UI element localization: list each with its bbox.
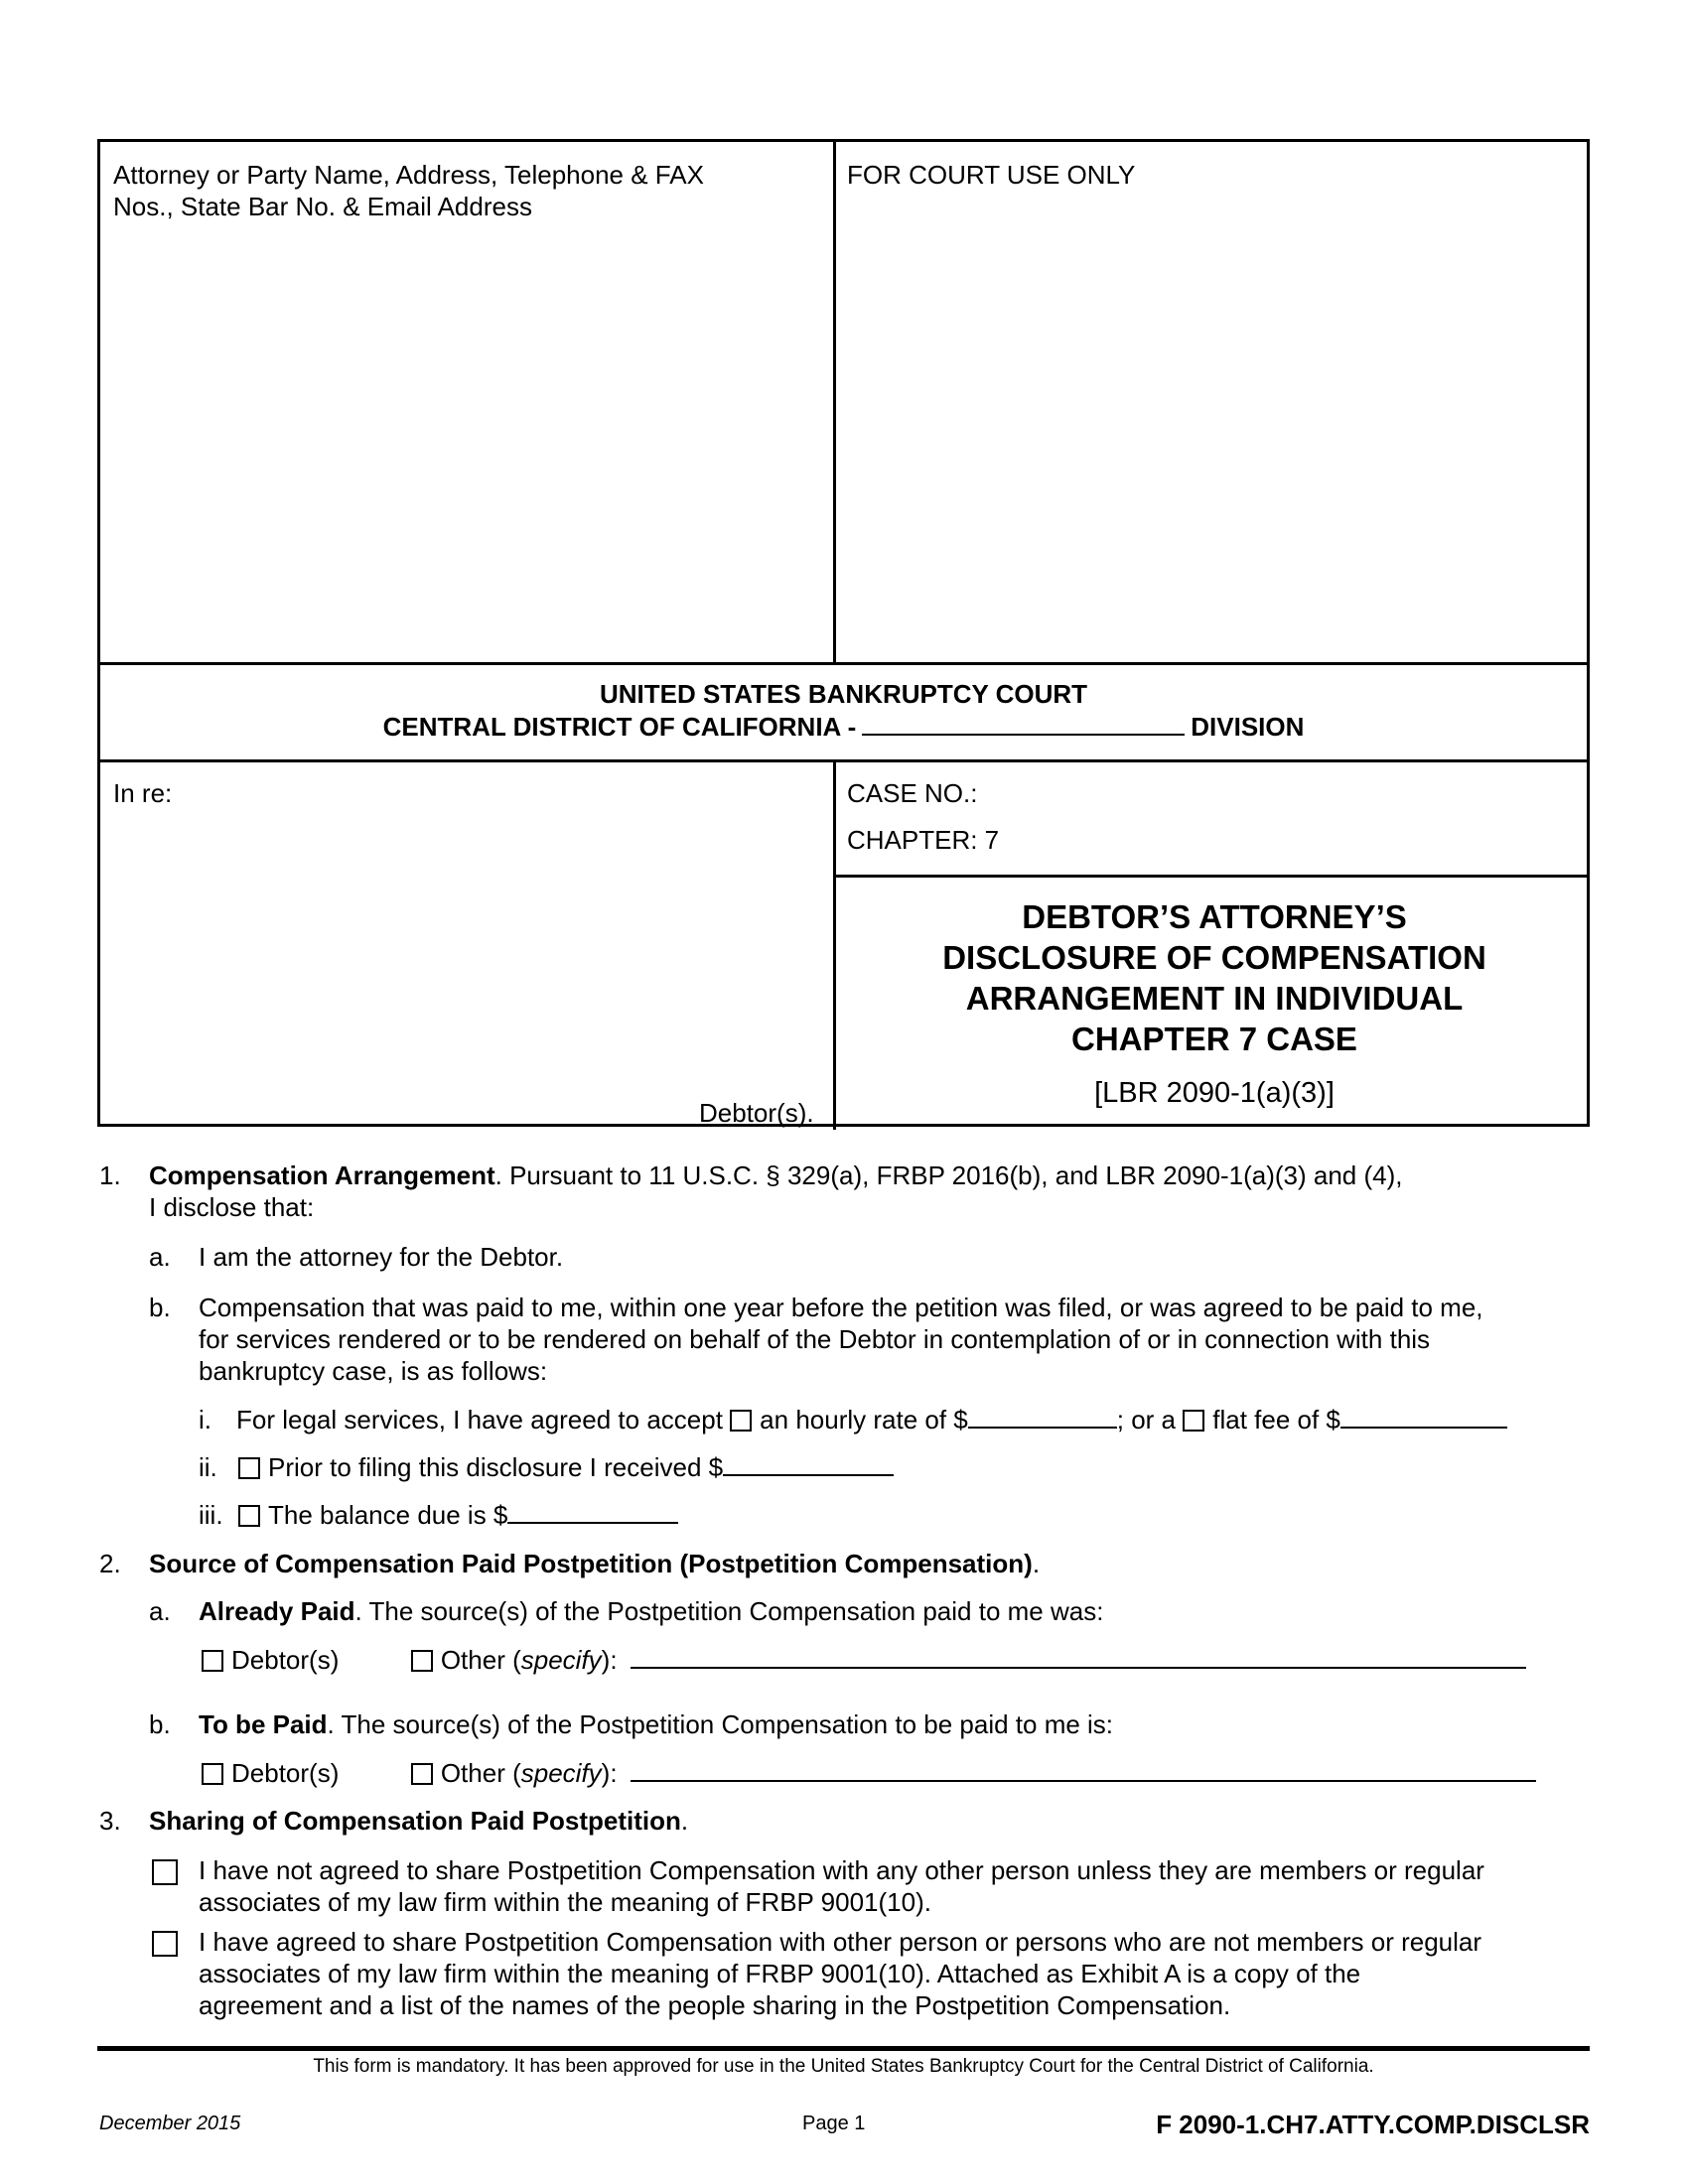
rule-citation: [LBR 2090-1(a)(3)]: [1094, 1077, 1335, 1109]
to-be-paid-debtor-checkbox[interactable]: [202, 1763, 223, 1785]
in-re-label: In re:: [113, 778, 173, 808]
footer-rule: [97, 2046, 1590, 2051]
caption-divider-top: [833, 142, 836, 663]
balance-due-checkbox[interactable]: [238, 1505, 260, 1527]
not-share-text: I have not agreed to share Postpetition Compensation with any other person unless they are members or regular associates of my law firm within the meaning of FRBP 9001(10).: [199, 1855, 1484, 1917]
item-1b-iii-label: iii.: [199, 1500, 223, 1530]
share-checkbox[interactable]: [152, 1931, 178, 1957]
caption-box: [97, 139, 1590, 1127]
hourly-rate-checkbox[interactable]: [730, 1410, 752, 1432]
hourly-rate-field[interactable]: [968, 1405, 1117, 1429]
footer-note: This form is mandatory. It has been approved for use in the United States Bankruptcy Court for the Central District of California.: [313, 2056, 1374, 2077]
flat-fee-field[interactable]: [1340, 1405, 1507, 1429]
item-1b-iii-text: The balance due is $: [238, 1499, 678, 1531]
section-1-intro: Compensation Arrangement. Pursuant to 11 U.S.C. § 329(a), FRBP 2016(b), and LBR 2090-1(a)(3) and (4), I disclose that:: [149, 1160, 1403, 1222]
caption-rule-1: [100, 662, 1587, 665]
item-1b-label: b.: [149, 1293, 171, 1322]
share-text: I have agreed to share Postpetition Compensation with other person or persons who are not members or regular associates of my law firm within the meaning of FRBP 9001(10). Attached as Exhibit A is a copy of the agreement and a list of the names of the people sharing in the Postpetition Compensation.: [199, 1927, 1482, 2020]
court-use-label: FOR COURT USE ONLY: [847, 160, 1136, 190]
section-3-heading: Sharing of Compensation Paid Postpetition.: [149, 1806, 689, 1836]
item-1b-ii-text: Prior to filing this disclosure I received $: [238, 1451, 894, 1483]
item-2b-text: To be Paid. The source(s) of the Postpetition Compensation to be paid to me is:: [199, 1709, 1114, 1739]
caption-rule-2: [100, 759, 1587, 762]
page-number: Page 1: [802, 2113, 866, 2134]
item-1b-i-text: For legal services, I have agreed to accept an hourly rate of $ ; or a flat fee of $: [236, 1404, 1507, 1435]
item-1a-label: a.: [149, 1242, 171, 1272]
already-paid-other-checkbox[interactable]: [411, 1650, 433, 1672]
item-1b-ii-label: ii.: [199, 1452, 217, 1482]
already-paid-debtor-checkbox[interactable]: [202, 1650, 223, 1672]
item-2a-text: Already Paid. The source(s) of the Postpetition Compensation paid to me was:: [199, 1596, 1104, 1626]
not-share-checkbox[interactable]: [152, 1859, 178, 1885]
balance-due-field[interactable]: [507, 1500, 678, 1524]
item-2a-options: Debtor(s) Other (specify):: [202, 1644, 1526, 1676]
item-1b-text: Compensation that was paid to me, within one year before the petition was filed, or was agreed to be paid to me, for services rendered or to be rendered on behalf of the Debtor in contemplation of or in connection with this bankruptcy case, is as follows:: [199, 1293, 1483, 1386]
section-3-number: 3.: [99, 1806, 121, 1836]
court-district: CENTRAL DISTRICT OF CALIFORNIA - DIVISION: [382, 712, 1305, 742]
already-paid-other-field[interactable]: [631, 1645, 1526, 1669]
to-be-paid-other-field[interactable]: [631, 1758, 1536, 1782]
flat-fee-checkbox[interactable]: [1183, 1410, 1204, 1432]
item-2b-label: b.: [149, 1709, 171, 1739]
case-no-label[interactable]: CASE NO.:: [847, 778, 978, 808]
court-name: UNITED STATES BANKRUPTCY COURT: [599, 679, 1088, 709]
caption-rule-3: [833, 875, 1587, 878]
section-2-number: 2.: [99, 1549, 121, 1578]
prior-received-field[interactable]: [723, 1452, 894, 1476]
form-code: F 2090-1.CH7.ATTY.COMP.DISCLSR: [1156, 2110, 1590, 2139]
item-1a-text: I am the attorney for the Debtor.: [199, 1242, 564, 1272]
section-2-heading: Source of Compensation Paid Postpetition (Postpetition Compensation).: [149, 1549, 1041, 1578]
attorney-field-label[interactable]: Attorney or Party Name, Address, Telephone & FAX Nos., State Bar No. & Email Address: [113, 160, 704, 221]
item-2a-label: a.: [149, 1596, 171, 1626]
form-date: December 2015: [99, 2113, 241, 2134]
debtors-label: Debtor(s).: [699, 1098, 814, 1128]
section-1-number: 1.: [99, 1160, 121, 1190]
prior-received-checkbox[interactable]: [238, 1457, 260, 1479]
document-title: DEBTOR’S ATTORNEY’S DISCLOSURE OF COMPENSATION ARRANGEMENT IN INDIVIDUAL CHAPTER 7 CASE: [942, 898, 1486, 1057]
chapter-label: CHAPTER: 7: [847, 825, 1000, 855]
division-blank[interactable]: [862, 712, 1185, 736]
item-2b-options: Debtor(s) Other (specify):: [202, 1757, 1536, 1789]
to-be-paid-other-checkbox[interactable]: [411, 1763, 433, 1785]
item-1b-i-label: i.: [199, 1405, 211, 1434]
